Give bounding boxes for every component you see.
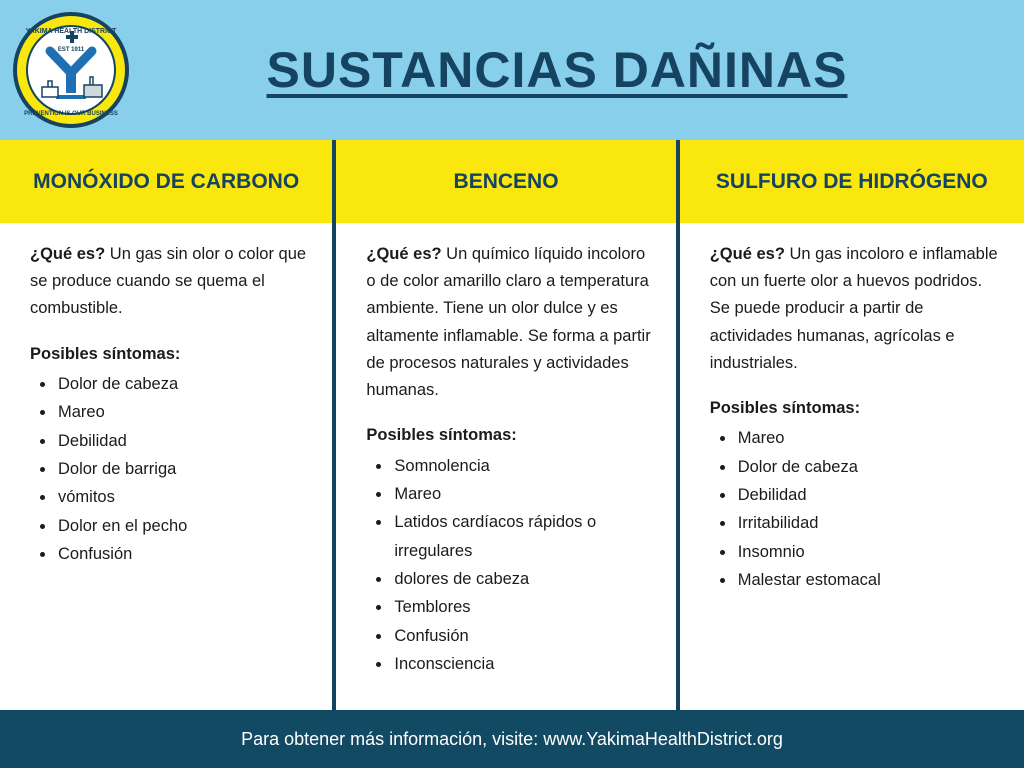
substance-heading-3: SULFURO DE HIDRÓGENO	[715, 169, 988, 193]
footer-text: Para obtener más información, visite: www.YakimaHealthDistrict.org	[241, 728, 783, 749]
list-item: • Insomnio	[736, 538, 1002, 566]
list-item: • Confusión	[56, 540, 310, 568]
what-is-paragraph-1	[30, 241, 310, 323]
list-item: • dolores de cabeza	[392, 565, 653, 593]
what-is-text-2: Un químico líquido incoloro o de color amarillo claro a temperatura ambiente. Tiene un olor dulce y es altamente inflamable. Se forma a partir de procesos naturales y actividades humanas.	[366, 245, 651, 400]
page-title: SUSTANCIAS DAÑINAS	[266, 42, 848, 98]
logo-text-top: YAKIMA HEALTH DISTRICT	[25, 28, 117, 35]
substance-heading-2: BENCENO	[453, 169, 559, 193]
what-is-label-2: ¿Qué es?	[366, 245, 442, 263]
yakima-health-district-logo	[12, 11, 130, 129]
list-item: • Temblores	[392, 593, 653, 621]
list-item: • Dolor de barriga	[56, 455, 310, 483]
logo-text-est: EST 1911	[57, 47, 85, 53]
symptoms-label-2: Posibles síntomas:	[366, 426, 517, 445]
what-is-label-1: ¿Qué es?	[30, 245, 106, 263]
list-item: • Dolor en el pecho	[56, 512, 310, 540]
logo-text-bottom: PREVENTION IS OUR BUSINESS	[24, 111, 118, 117]
footer-bar	[0, 710, 1024, 768]
substance-heading-band	[0, 140, 1024, 223]
what-is-paragraph-2	[366, 241, 653, 404]
list-item: • Mareo	[736, 424, 1002, 452]
header-banner	[0, 0, 1024, 140]
list-item: • Somnolencia	[392, 452, 653, 480]
substance-heading-1: MONÓXIDO DE CARBONO	[33, 169, 300, 193]
list-item: • Inconsciencia	[392, 650, 653, 678]
substance-column-hydrogen-sulfide	[680, 223, 1024, 710]
substance-column-carbon-monoxide	[0, 223, 332, 710]
symptoms-label-1: Posibles síntomas:	[30, 344, 181, 363]
symptoms-list-2	[366, 452, 653, 679]
list-item: • Debilidad	[56, 427, 310, 455]
list-item: • Malestar estomacal	[736, 566, 1002, 594]
list-item: • Dolor de cabeza	[56, 370, 310, 398]
list-item: • Latidos cardíacos rápidos o irregulares	[392, 508, 653, 565]
list-item: • Debilidad	[736, 481, 1002, 509]
what-is-paragraph-3	[710, 241, 1002, 377]
list-item: • vómitos	[56, 483, 310, 511]
list-item: • Dolor de cabeza	[736, 453, 1002, 481]
substance-column-benzene	[336, 223, 675, 710]
what-is-text-1: Un gas sin olor o color que se produce cuando se quema el combustible.	[30, 245, 307, 318]
content-columns	[0, 223, 1024, 710]
what-is-text-3: Un gas incoloro e inflamable con un fuerte olor a huevos podridos. Se puede producir a partir de actividades humanas, agrícolas e industriales.	[709, 245, 998, 372]
list-item: • Mareo	[392, 480, 653, 508]
what-is-label-3: ¿Qué es?	[709, 245, 785, 263]
list-item: • Irritabilidad	[736, 509, 1002, 537]
list-item: • Confusión	[392, 622, 653, 650]
symptoms-label-3: Posibles síntomas:	[709, 399, 861, 418]
list-item: • Mareo	[56, 398, 310, 426]
symptoms-list-1	[30, 370, 310, 569]
symptoms-list-3	[710, 424, 1002, 594]
